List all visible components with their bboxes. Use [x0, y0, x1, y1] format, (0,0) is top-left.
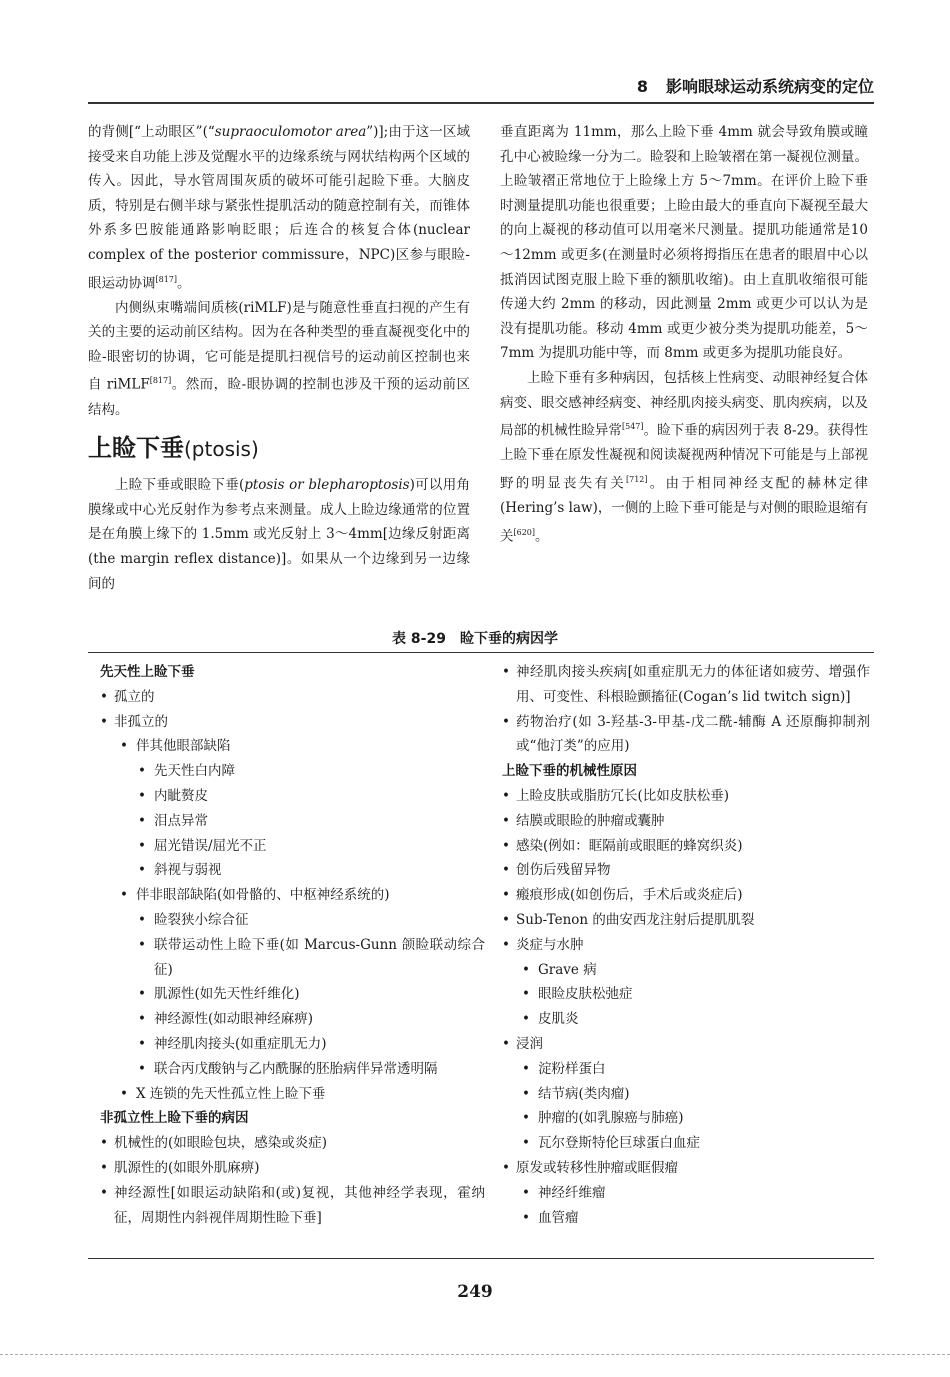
- running-header: [88, 74, 874, 100]
- list-item: • 结节病(类肉瘤): [502, 1082, 870, 1107]
- table-bottom-rule: [88, 1258, 874, 1259]
- list-item: • 机械性的(如眼睑包块，感染或炎症): [100, 1131, 485, 1156]
- list-item: • 药物治疗(如 3-羟基-3-甲基-戊二酰-辅酶 A 还原酶抑制剂或“他汀类”的应用): [502, 710, 870, 760]
- right-column: [500, 120, 868, 549]
- left-column: [88, 120, 470, 596]
- table-heading: 上睑下垂的机械性原因: [502, 763, 637, 780]
- list-item: • 肿瘤的(如乳腺癌与肺癌): [502, 1106, 870, 1131]
- list-item: • 先天性白内障: [100, 759, 485, 784]
- list-item: • 感染(例如：眶隔前或眼眶的蜂窝织炎): [502, 834, 870, 859]
- list-item: • 瘢痕形成(如创伤后，手术后或炎症后): [502, 883, 870, 908]
- list-item: • 神经肌肉接头(如重症肌无力): [100, 1032, 485, 1057]
- table-heading: 先天性上睑下垂: [100, 664, 195, 680]
- list-item: • 神经纤维瘤: [502, 1181, 870, 1206]
- chapter-title: 影响眼球运动系统病变的定位: [665, 77, 874, 96]
- list-item: • 孤立的: [100, 685, 485, 710]
- chapter-number: 8: [636, 77, 648, 96]
- list-item: • X 连锁的先天性孤立性上睑下垂: [100, 1082, 485, 1107]
- table-top-rule: [88, 652, 874, 653]
- list-item: • 神经肌肉接头疾病[如重症肌无力的体征诸如疲劳、增强作用、可变性、科根睑颤搐征(Cogan’s lid twitch sign)]: [502, 660, 870, 710]
- list-item: • 结膜或眼睑的肿瘤或囊肿: [502, 809, 870, 834]
- list-item: • Grave 病: [502, 958, 870, 983]
- list-item: • 泪点异常: [100, 809, 485, 834]
- table-heading: 非孤立性上睑下垂的病因: [100, 1110, 249, 1127]
- list-item: • 炎症与水肿: [502, 933, 870, 958]
- list-item: • Sub-Tenon 的曲安西龙注射后提肌肌裂: [502, 908, 870, 933]
- paragraph: 上睑下垂或眼睑下垂(ptosis or blepharoptosis)可以用角膜缘或中心光反射作为参考点来测量。成人上睑边缘通常的位置是在角膜上缘下的 1.5mm 或光反射上 3～4mm[边缘反射距离(the margin reflex distance)]。如果从一个边缘到另一边缘间的: [88, 477, 470, 592]
- list-item: • 肌源性(如先天性纤维化): [100, 982, 485, 1007]
- list-item: • 斜视与弱视: [100, 858, 485, 883]
- list-item: • 皮肌炎: [502, 1007, 870, 1032]
- list-item: • 内眦赘皮: [100, 784, 485, 809]
- list-item: • 眼睑皮肤松弛症: [502, 982, 870, 1007]
- list-item: • 浸润: [502, 1032, 870, 1057]
- table-right-column: [502, 660, 870, 1230]
- paragraph: 垂直距离为 11mm，那么上睑下垂 4mm 就会导致角膜或瞳孔中心被睑缘一分为二。睑裂和上睑皱褶在第一凝视位测量。上睑皱褶正常地位于上睑缘上方 5～7mm。在评价上睑下垂时测量提肌功能也很重要；上睑由最大的垂直向下凝视至最大的向上凝视的移动值可以用毫米尺测量。提肌功能通常是10～12mm 或更多(在测量时必须将拇指压在患者的眼眉中心以抵消因试图克服上睑下垂的额肌收缩)。由上直肌收缩很可能传递大约 2mm 的移动，因此测量 2mm 或更少可以认为是没有提肌功能。移动 4mm 或更少被分类为提肌功能差，5～7mm 为提肌功能中等，而 8mm 或更多为提肌功能良好。: [500, 124, 868, 362]
- list-item: • 联合丙戊酸钠与乙内酰脲的胚胎病伴异常透明隔: [100, 1057, 485, 1082]
- citation: [547]: [622, 422, 644, 432]
- list-item: • 睑裂狭小综合征: [100, 908, 485, 933]
- section-title: 上睑下垂(ptosis): [88, 434, 259, 463]
- table-caption: 表 8-29 睑下垂的病因学: [392, 631, 558, 647]
- paragraph: 内侧纵束嘴端间质核(riMLF)是与随意性垂直扫视的产生有关的主要的运动前区结构。因为在各种类型的垂直凝视变化中的睑-眼密切的协调，它可能是提肌扫视信号的运动前区控制也来自 riMLF[817]。然而，睑-眼协调的控制也涉及干预的运动前区结构。: [88, 299, 471, 418]
- table-left-column: [100, 660, 485, 1230]
- list-item: • 神经源性[如眼运动缺陷和(或)复视，其他神经学表现，霍纳征，周期性内斜视伴周期性睑下垂]: [100, 1181, 485, 1231]
- list-item: • 上睑皮肤或脂肪冗长(比如皮肤松垂): [502, 784, 870, 809]
- list-item: • 伴其他眼部缺陷: [100, 734, 485, 759]
- list-item: • 瓦尔登斯特伦巨球蛋白血症: [502, 1131, 870, 1156]
- list-item: • 创伤后残留异物: [502, 858, 870, 883]
- list-item: • 淀粉样蛋白: [502, 1057, 870, 1082]
- page-number: 249: [457, 1282, 493, 1302]
- list-item: • 神经源性(如动眼神经麻痹): [100, 1007, 485, 1032]
- list-item: • 血管瘤: [502, 1206, 870, 1231]
- list-item: • 肌源性的(如眼外肌麻痹): [100, 1156, 485, 1181]
- paragraph: 的背侧[“上动眼区”(“supraoculomotor area”)];由于这一区域接受来自功能上涉及觉醒水平的边缘系统与网状结构两个区域的传入。因此，导水管周围灰质的破坏可能引起睑下垂。大脑皮质，特别是右侧半球与紧张性提肌活动的随意控制有关，而锥体外系多巴胺能通路影响眨眼；后连合的核复合体(nuclear complex of the posterior commissure，NPC)区参与眼睑-眼运动协调[817]。: [88, 124, 470, 292]
- list-item: • 伴非眼部缺陷(如骨骼的、中枢神经系统的): [100, 883, 485, 908]
- citation: [817]: [149, 376, 172, 386]
- list-item: • 联带运动性上睑下垂(如 Marcus-Gunn 颌睑联动综合征): [100, 933, 485, 983]
- scan-edge-line: [0, 1354, 950, 1355]
- header-rule: [88, 102, 874, 104]
- citation: [712]: [626, 474, 648, 484]
- list-item: • 屈光错误/屈光不正: [100, 834, 485, 859]
- paragraph: 上睑下垂有多种病因，包括核上性病变、动眼神经复合体病变、眼交感神经病变、神经肌肉接头病变、肌肉疾病，以及局部的机械性睑异常[547]。睑下垂的病因列于表 8-29。获得性上睑下垂在原发性凝视和阅读凝视两种情况下可能是与上部视野的明显丧失有关[712]。由于相同神经支配的赫林定律(Hering’s law)，一侧的上睑下垂可能是与对侧的眼睑退缩有关[620]。: [500, 369, 869, 544]
- list-item: • 原发或转移性肿瘤或眶假瘤: [502, 1156, 870, 1181]
- citation: [620]: [513, 527, 536, 537]
- list-item: • 非孤立的: [100, 710, 485, 735]
- citation: [817]: [155, 274, 178, 284]
